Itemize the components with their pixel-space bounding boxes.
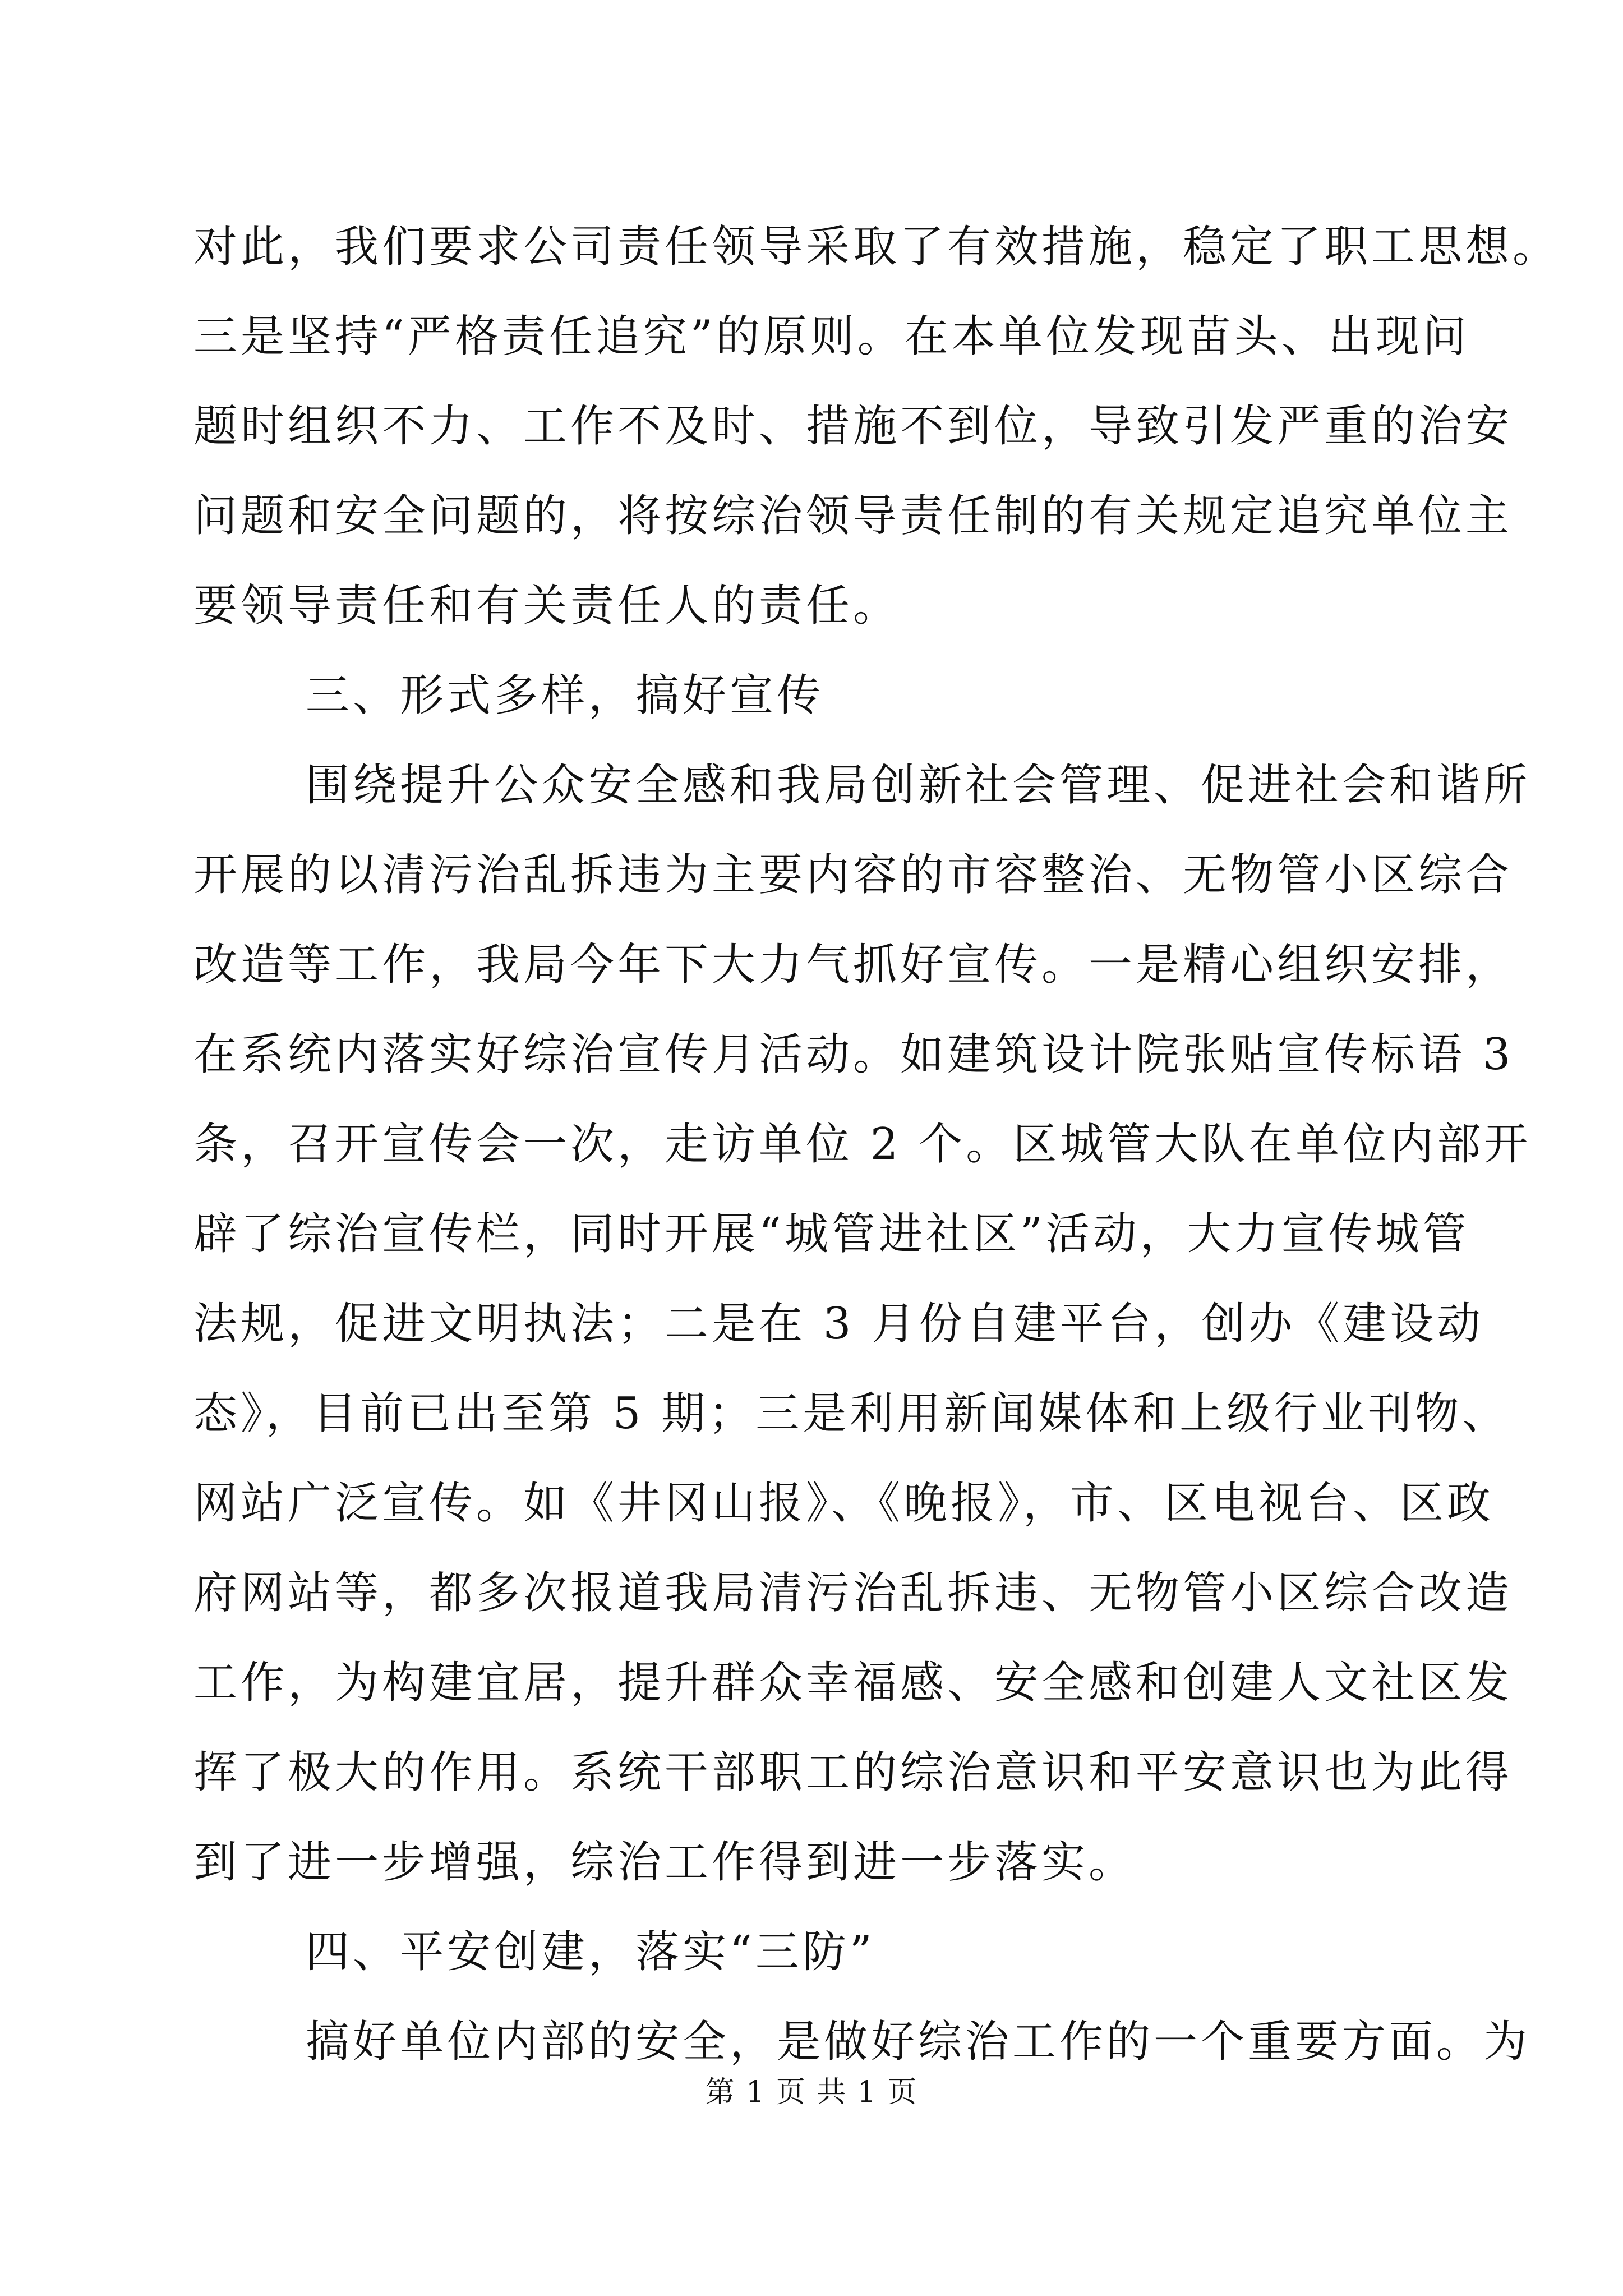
section-heading: 四、平安创建，落实“三防”: [306, 1927, 875, 1977]
text-line: 法规，促进文明执法；二是在 3 月份自建平台，创办《建设动: [193, 1299, 1484, 1349]
paragraph-start-line: 搞好单位内部的安全，是做好综治工作的一个重要方面。为: [306, 2017, 1531, 2067]
text-line: 到了进一步增强，综治工作得到进一步落实。: [193, 1837, 1136, 1888]
section-heading: 三、形式多样，搞好宣传: [306, 670, 824, 721]
text-line: 辟了综治宣传栏，同时开展“城管进社区”活动，大力宣传城管: [193, 1209, 1470, 1259]
text-line: 三是坚持“严格责任追究”的原则。在本单位发现苗头、出现问: [193, 311, 1470, 362]
text-line: 挥了极大的作用。系统干部职工的综治意识和平安意识也为此得: [193, 1747, 1513, 1798]
page-number-footer: 第 1 页 共 1 页: [705, 2076, 918, 2109]
text-line: 对此，我们要求公司责任领导采取了有效措施，稳定了职工思想。: [193, 222, 1560, 272]
text-line: 条，召开宣传会一次，走访单位 2 个。区城管大队在单位内部开: [193, 1119, 1532, 1170]
text-line: 开展的以清污治乱拆违为主要内容的市容整治、无物管小区综合: [193, 850, 1513, 900]
text-line: 题时组织不力、工作不及时、措施不到位，导致引发严重的治安: [193, 401, 1513, 452]
text-line: 工作，为构建宜居，提升群众幸福感、安全感和创建人文社区发: [193, 1658, 1513, 1708]
text-line: 态》，目前已出至第 5 期；三是利用新闻媒体和上级行业刊物、: [193, 1388, 1510, 1439]
text-line: 改造等工作，我局今年下大力气抓好宣传。一是精心组织安排，: [193, 940, 1513, 990]
text-line: 网站广泛宣传。如《井冈山报》、《晚报》，市、区电视台、区政: [193, 1478, 1495, 1529]
text-line: 在系统内落实好综治宣传月活动。如建筑设计院张贴宣传标语 3: [193, 1029, 1514, 1080]
text-line: 府网站等，都多次报道我局清污治乱拆违、无物管小区综合改造: [193, 1568, 1513, 1618]
document-body: [193, 202, 1560, 2087]
paragraph-start-line: 围绕提升公众安全感和我局创新社会管理、促进社会和谐所: [306, 760, 1531, 811]
text-line: 要领导责任和有关责任人的责任。: [193, 581, 901, 631]
text-line: 问题和安全问题的，将按综治领导责任制的有关规定追究单位主: [193, 491, 1513, 541]
